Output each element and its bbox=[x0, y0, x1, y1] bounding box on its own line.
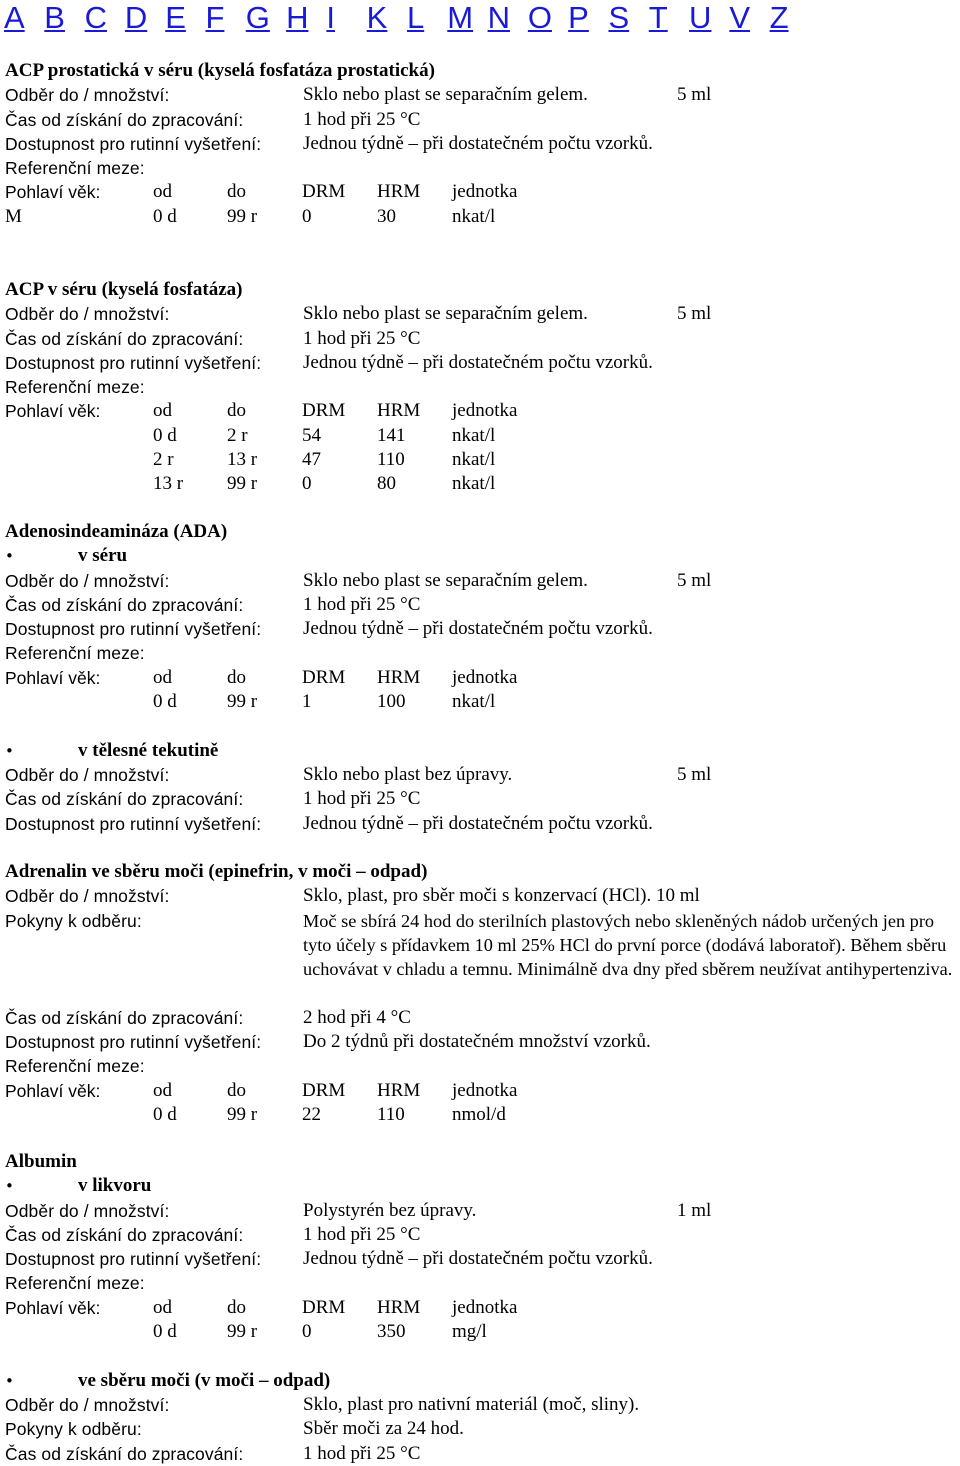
alphabet-link-o[interactable]: O bbox=[527, 0, 552, 35]
ref-label: Referenční meze: bbox=[5, 158, 145, 179]
cell-jednotka: nkat/l bbox=[452, 205, 496, 227]
cell-jednotka: nkat/l bbox=[452, 473, 496, 495]
ref-table-header bbox=[5, 1079, 957, 1103]
volume-value: 5 ml bbox=[677, 763, 712, 785]
ref-label: Referenční meze: bbox=[5, 643, 145, 664]
cas-value: 2 hod při 4 °C bbox=[303, 1006, 411, 1028]
cell-jednotka: nmol/d bbox=[452, 1103, 506, 1125]
bullet-icon: • bbox=[5, 1177, 14, 1196]
pohlavi-label: Pohlaví věk: bbox=[5, 182, 101, 203]
alphabet-link-e[interactable]: E bbox=[165, 0, 186, 35]
bullet-icon: • bbox=[5, 1371, 14, 1390]
cell-do: 99 r bbox=[227, 1103, 258, 1125]
odber-label: Odběr do / množství: bbox=[5, 85, 170, 106]
cell-od: 13 r bbox=[153, 473, 184, 495]
dostupnost-label: Dostupnost pro rutinní vyšetření: bbox=[5, 133, 262, 154]
cell-drm: 54 bbox=[302, 424, 321, 446]
pokyny-label: Pokyny k odběru: bbox=[5, 910, 142, 931]
cell-drm: 0 bbox=[302, 205, 312, 227]
alphabet-link-h[interactable]: H bbox=[286, 0, 309, 35]
alphabet-link-a[interactable]: A bbox=[4, 0, 25, 35]
cell-do: 99 r bbox=[227, 691, 258, 713]
section-ada bbox=[5, 520, 957, 836]
cell-hrm: 100 bbox=[377, 691, 406, 713]
cell-jednotka: nkat/l bbox=[452, 449, 496, 471]
cas-label: Čas od získání do zpracování: bbox=[5, 1443, 244, 1464]
section-title: ACP prostatická v séru (kyselá fosfatáza prostatická) bbox=[5, 60, 435, 81]
cell-do: 2 r bbox=[227, 424, 248, 446]
header-hrm: HRM bbox=[377, 1079, 421, 1101]
cas-value: 1 hod při 25 °C bbox=[303, 1442, 421, 1464]
cell-drm: 47 bbox=[302, 449, 321, 471]
alphabet-link-i[interactable]: I bbox=[326, 0, 335, 35]
alphabet-link-u[interactable]: U bbox=[689, 0, 712, 35]
alphabet-link-k[interactable]: K bbox=[366, 0, 388, 35]
alphabet-index bbox=[4, 0, 810, 40]
pokyny-label: Pokyny k odběru: bbox=[5, 1419, 142, 1440]
header-do: do bbox=[227, 1296, 246, 1318]
ref-table-header bbox=[5, 399, 957, 423]
cell-drm: 1 bbox=[302, 691, 312, 713]
alphabet-link-s[interactable]: S bbox=[608, 0, 630, 35]
bullet-icon: • bbox=[5, 547, 14, 566]
header-do: do bbox=[227, 666, 246, 688]
alphabet-link-d[interactable]: D bbox=[124, 0, 148, 35]
cell-jednotka: nkat/l bbox=[452, 424, 496, 446]
ref-table-row bbox=[5, 424, 957, 448]
odber-value: Sklo, plast pro nativní materiál (moč, sliny). bbox=[303, 1393, 640, 1415]
odber-value: Sklo nebo plast se separačním gelem. bbox=[303, 303, 588, 325]
cas-value: 1 hod při 25 °C bbox=[303, 108, 421, 130]
cell-do: 99 r bbox=[227, 473, 258, 495]
cas-label: Čas od získání do zpracování: bbox=[5, 1224, 244, 1245]
cell-drm: 0 bbox=[302, 473, 312, 495]
dostupnost-value: Jednou týdně – při dostatečném počtu vzorků. bbox=[303, 618, 653, 640]
header-hrm: HRM bbox=[377, 181, 421, 203]
odber-value: Sklo nebo plast se separačním gelem. bbox=[303, 569, 588, 591]
header-drm: DRM bbox=[302, 181, 346, 203]
header-hrm: HRM bbox=[377, 400, 421, 422]
ref-table-row bbox=[5, 205, 957, 229]
alphabet-link-t[interactable]: T bbox=[648, 0, 668, 35]
dostupnost-label: Dostupnost pro rutinní vyšetření: bbox=[5, 1032, 262, 1053]
odber-label: Odběr do / množství: bbox=[5, 304, 170, 325]
odber-value: Sklo nebo plast se separačním gelem. bbox=[303, 84, 588, 106]
header-hrm: HRM bbox=[377, 666, 421, 688]
pohlavi-label: Pohlaví věk: bbox=[5, 401, 101, 422]
cell-jednotka: nkat/l bbox=[452, 691, 496, 713]
odber-label: Odběr do / množství: bbox=[5, 1394, 170, 1415]
cas-label: Čas od získání do zpracování: bbox=[5, 328, 244, 349]
header-jednotka: jednotka bbox=[452, 400, 518, 422]
cas-label: Čas od získání do zpracování: bbox=[5, 109, 244, 130]
ref-label: Referenční meze: bbox=[5, 1056, 145, 1077]
ref-label: Referenční meze: bbox=[5, 1273, 145, 1294]
section-title: ACP v séru (kyselá fosfatáza) bbox=[5, 279, 243, 300]
header-do: do bbox=[227, 400, 246, 422]
cas-value: 1 hod při 25 °C bbox=[303, 788, 421, 810]
header-jednotka: jednotka bbox=[452, 1296, 518, 1318]
bullet-icon: • bbox=[5, 741, 14, 760]
cas-label: Čas od získání do zpracování: bbox=[5, 1007, 244, 1028]
alphabet-link-z[interactable]: Z bbox=[769, 0, 789, 35]
header-od: od bbox=[153, 1296, 172, 1318]
dostupnost-value: Jednou týdně – při dostatečném počtu vzorků. bbox=[303, 351, 653, 373]
cell-pohlavi: M bbox=[5, 205, 22, 227]
cell-hrm: 141 bbox=[377, 424, 406, 446]
ref-table-row bbox=[5, 690, 957, 714]
cell-drm: 22 bbox=[302, 1103, 321, 1125]
cell-hrm: 30 bbox=[377, 205, 396, 227]
ref-table-row bbox=[5, 472, 957, 496]
odber-value: Sklo, plast, pro sběr moči s konzervací (HCl). 10 ml bbox=[303, 885, 700, 907]
cell-hrm: 80 bbox=[377, 473, 396, 495]
header-od: od bbox=[153, 400, 172, 422]
alphabet-link-c[interactable]: C bbox=[84, 0, 107, 35]
alphabet-link-b[interactable]: B bbox=[44, 0, 65, 35]
section-acp-prostaticka bbox=[5, 59, 957, 229]
ref-label: Referenční meze: bbox=[5, 377, 145, 398]
volume-value: 5 ml bbox=[677, 303, 712, 325]
cell-od: 0 d bbox=[153, 205, 177, 227]
cell-od: 0 d bbox=[153, 1321, 177, 1343]
header-jednotka: jednotka bbox=[452, 666, 518, 688]
dostupnost-label: Dostupnost pro rutinní vyšetření: bbox=[5, 813, 262, 834]
section-title: Adrenalin ve sběru moči (epinefrin, v moči – odpad) bbox=[5, 861, 428, 882]
ref-table-row bbox=[5, 448, 957, 472]
header-drm: DRM bbox=[302, 400, 346, 422]
pokyny-value: Moč se sbírá 24 hod do sterilních plastových nebo skleněných nádob určených jen pro tyto účely s přídavkem 10 ml 25% HCl do první porce (dodává laboratoř). Během sběru uchovávat v chladu a temnu. Minimálně dva dny před sběrem neužívat antihypertenziva. bbox=[303, 910, 953, 980]
dostupnost-label: Dostupnost pro rutinní vyšetření: bbox=[5, 619, 262, 640]
dostupnost-value: Jednou týdně – při dostatečném počtu vzorků. bbox=[303, 812, 653, 834]
dostupnost-value: Jednou týdně – při dostatečném počtu vzorků. bbox=[303, 132, 653, 154]
cas-value: 1 hod při 25 °C bbox=[303, 1223, 421, 1245]
volume-value: 1 ml bbox=[677, 1199, 712, 1221]
alphabet-link-g[interactable]: G bbox=[245, 0, 270, 35]
header-jednotka: jednotka bbox=[452, 181, 518, 203]
ref-table-header bbox=[5, 666, 957, 690]
header-drm: DRM bbox=[302, 666, 346, 688]
cell-hrm: 350 bbox=[377, 1321, 406, 1343]
header-od: od bbox=[153, 666, 172, 688]
alphabet-link-l[interactable]: L bbox=[406, 0, 425, 35]
subsection-title: v séru bbox=[78, 545, 128, 567]
section-title: Albumin bbox=[5, 1151, 77, 1172]
ref-table-row bbox=[5, 1103, 957, 1127]
alphabet-link-f[interactable]: F bbox=[205, 0, 225, 35]
subsection-title: v tělesné tekutině bbox=[78, 739, 219, 761]
dostupnost-value: Do 2 týdnů při dostatečném množství vzorků. bbox=[303, 1031, 651, 1053]
header-drm: DRM bbox=[302, 1296, 346, 1318]
pokyny-value: Sběr moči za 24 hod. bbox=[303, 1418, 464, 1440]
cell-od: 0 d bbox=[153, 691, 177, 713]
odber-label: Odběr do / množství: bbox=[5, 570, 170, 591]
odber-label: Odběr do / množství: bbox=[5, 886, 170, 907]
cell-do: 99 r bbox=[227, 1321, 258, 1343]
cell-hrm: 110 bbox=[377, 449, 405, 471]
section-albumin bbox=[5, 1150, 957, 1466]
cell-jednotka: mg/l bbox=[452, 1321, 487, 1343]
header-do: do bbox=[227, 181, 246, 203]
header-do: do bbox=[227, 1079, 246, 1101]
volume-value: 5 ml bbox=[677, 569, 712, 591]
ref-table-header bbox=[5, 180, 957, 204]
alphabet-link-p[interactable]: P bbox=[568, 0, 589, 35]
odber-value: Polystyrén bez úpravy. bbox=[303, 1199, 477, 1221]
volume-value: 5 ml bbox=[677, 84, 712, 106]
dostupnost-label: Dostupnost pro rutinní vyšetření: bbox=[5, 352, 262, 373]
section-acp-seru bbox=[5, 278, 957, 497]
dostupnost-label: Dostupnost pro rutinní vyšetření: bbox=[5, 1249, 262, 1270]
alphabet-link-n[interactable]: N bbox=[487, 0, 510, 35]
alphabet-link-v[interactable]: V bbox=[729, 0, 751, 35]
pohlavi-label: Pohlaví věk: bbox=[5, 1080, 101, 1101]
subsection-title: ve sběru moči (v moči – odpad) bbox=[78, 1369, 331, 1391]
cell-od: 2 r bbox=[153, 449, 174, 471]
pohlavi-label: Pohlaví věk: bbox=[5, 667, 101, 688]
section-title: Adenosindeamináza (ADA) bbox=[5, 521, 228, 542]
header-od: od bbox=[153, 181, 172, 203]
header-drm: DRM bbox=[302, 1079, 346, 1101]
cas-value: 1 hod při 25 °C bbox=[303, 327, 421, 349]
cas-label: Čas od získání do zpracování: bbox=[5, 594, 244, 615]
odber-label: Odběr do / množství: bbox=[5, 764, 170, 785]
odber-value: Sklo nebo plast bez úpravy. bbox=[303, 763, 513, 785]
pohlavi-label: Pohlaví věk: bbox=[5, 1297, 101, 1318]
header-hrm: HRM bbox=[377, 1296, 421, 1318]
cell-od: 0 d bbox=[153, 424, 177, 446]
cell-do: 13 r bbox=[227, 449, 258, 471]
header-jednotka: jednotka bbox=[452, 1079, 518, 1101]
subsection-title: v likvoru bbox=[78, 1175, 152, 1197]
section-adrenalin bbox=[5, 860, 957, 1127]
cell-do: 99 r bbox=[227, 205, 258, 227]
cell-od: 0 d bbox=[153, 1103, 177, 1125]
dostupnost-value: Jednou týdně – při dostatečném počtu vzorků. bbox=[303, 1248, 653, 1270]
alphabet-link-m[interactable]: M bbox=[447, 0, 474, 35]
cell-drm: 0 bbox=[302, 1321, 312, 1343]
ref-table-header bbox=[5, 1296, 957, 1320]
header-od: od bbox=[153, 1079, 172, 1101]
cas-value: 1 hod při 25 °C bbox=[303, 593, 421, 615]
ref-table-row bbox=[5, 1320, 957, 1344]
cas-label: Čas od získání do zpracování: bbox=[5, 789, 244, 810]
odber-label: Odběr do / množství: bbox=[5, 1200, 170, 1221]
cell-hrm: 110 bbox=[377, 1103, 405, 1125]
